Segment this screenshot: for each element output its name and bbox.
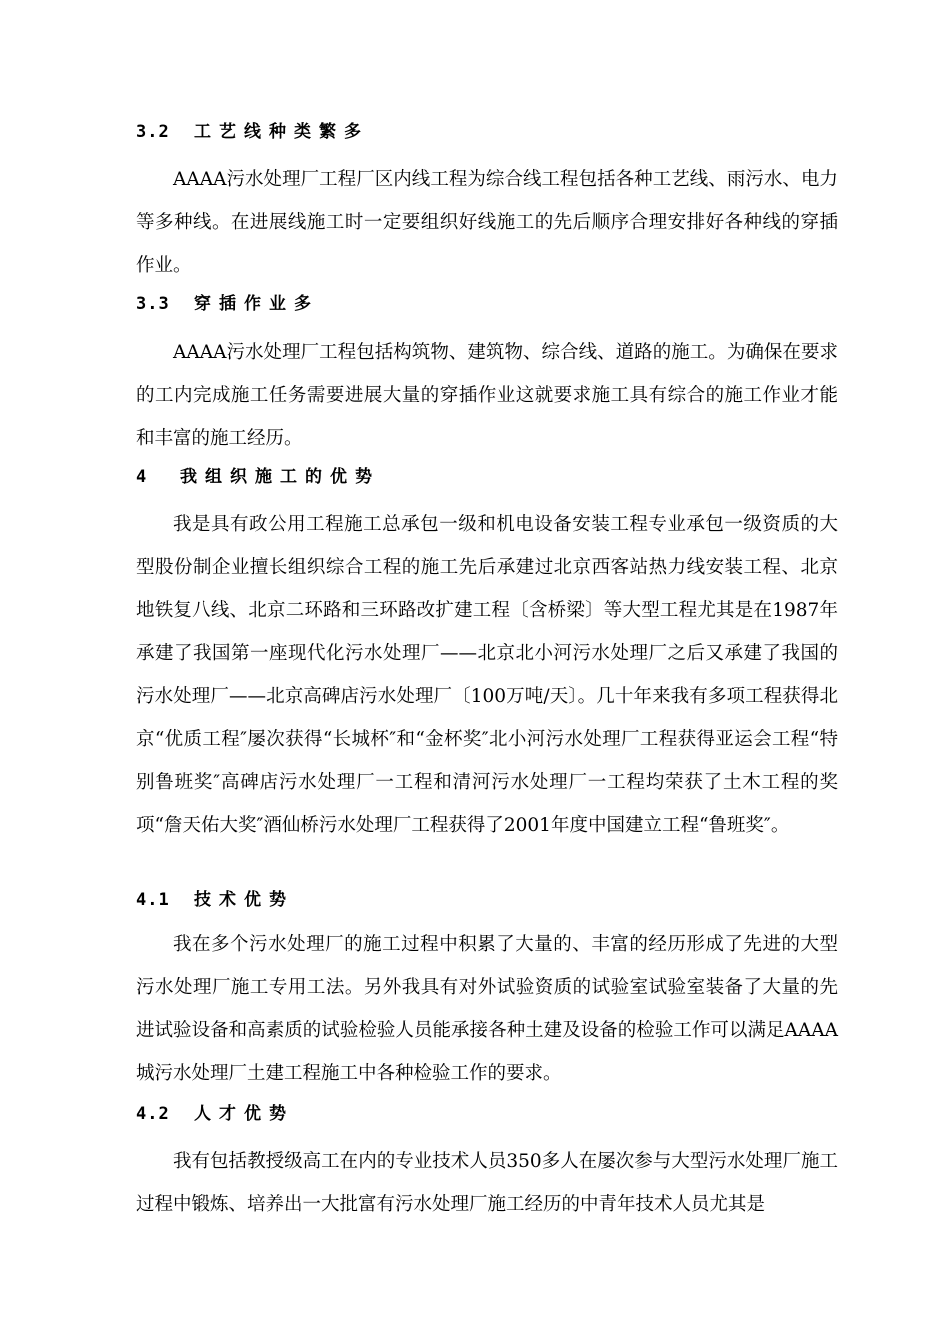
section-paragraph-4: 我是具有政公用工程施工总承包一级和机电设备安装工程专业承包一级资质的大型股份制企业擅长组织综合工程的施工先后承建过北京西客站热力线安装工程、北京地铁复八线、北京二环路和三环路改扩建工程〔含桥梁〕等大型工程尤其是在1987年承建了我国第一座现代化污水处理厂——北京北小河污水处理厂之后又承建了我国的污水处理厂——北京高碑店污水处理厂〔100万吨/天〕。几十年来我有多项工程获得北京“优质工程″屡次获得“长城杯″和“金杯奖″北小河污水处理厂工程获得亚运会工程“特别鲁班奖″高碑店污水处理厂一工程和清河污水处理厂一工程均荣获了土木工程的奖项“詹天佑大奖″酒仙桥污水处理厂工程获得了2001年度中国建立工程“鲁班奖″。 bbox=[136, 514, 838, 836]
section-number: 4.1 bbox=[136, 890, 170, 910]
section-number: 4.2 bbox=[136, 1104, 170, 1124]
section-heading-3-3 bbox=[136, 289, 319, 314]
section-heading-4 bbox=[136, 462, 380, 487]
section-title: 我组织施工的优势 bbox=[180, 467, 380, 487]
section-paragraph-3-2: AAAA污水处理厂工程厂区内线工程为综合线工程包括各种工艺线、雨污水、电力等多种线。在进展线施工时一定要组织好线施工的先后顺序合理安排好各种线的穿插作业。 bbox=[136, 169, 838, 276]
section-paragraph-3-3: AAAA污水处理厂工程包括构筑物、建筑物、综合线、道路的施工。为确保在要求的工内完成施工任务需要进展大量的穿插作业这就要求施工具有综合的施工作业才能和丰富的施工经历。 bbox=[136, 342, 838, 449]
section-heading-4-2 bbox=[136, 1099, 294, 1124]
section-number: 3.3 bbox=[136, 294, 170, 314]
section-number: 3.2 bbox=[136, 122, 170, 142]
section-title: 穿插作业多 bbox=[194, 294, 319, 314]
section-paragraph-4-1: 我在多个污水处理厂的施工过程中积累了大量的、丰富的经历形成了先进的大型污水处理厂施工专用工法。另外我具有对外试验资质的试验室试验室装备了大量的先进试验设备和高素质的试验检验人员能承接各种土建及设备的检验工作可以满足AAAA城污水处理厂土建工程施工中各种检验工作的要求。 bbox=[136, 934, 838, 1084]
section-title: 人才优势 bbox=[194, 1104, 294, 1124]
section-title: 工艺线种类繁多 bbox=[194, 122, 369, 142]
section-paragraph-4-2: 我有包括教授级高工在内的专业技术人员350多人在屡次参与大型污水处理厂施工过程中锻炼、培养出一大批富有污水处理厂施工经历的中青年技术人员尤其是 bbox=[136, 1151, 838, 1215]
section-number: 4 bbox=[136, 467, 148, 487]
section-heading-4-1 bbox=[136, 885, 294, 910]
section-heading-3-2 bbox=[136, 117, 369, 142]
section-title: 技术优势 bbox=[194, 890, 294, 910]
